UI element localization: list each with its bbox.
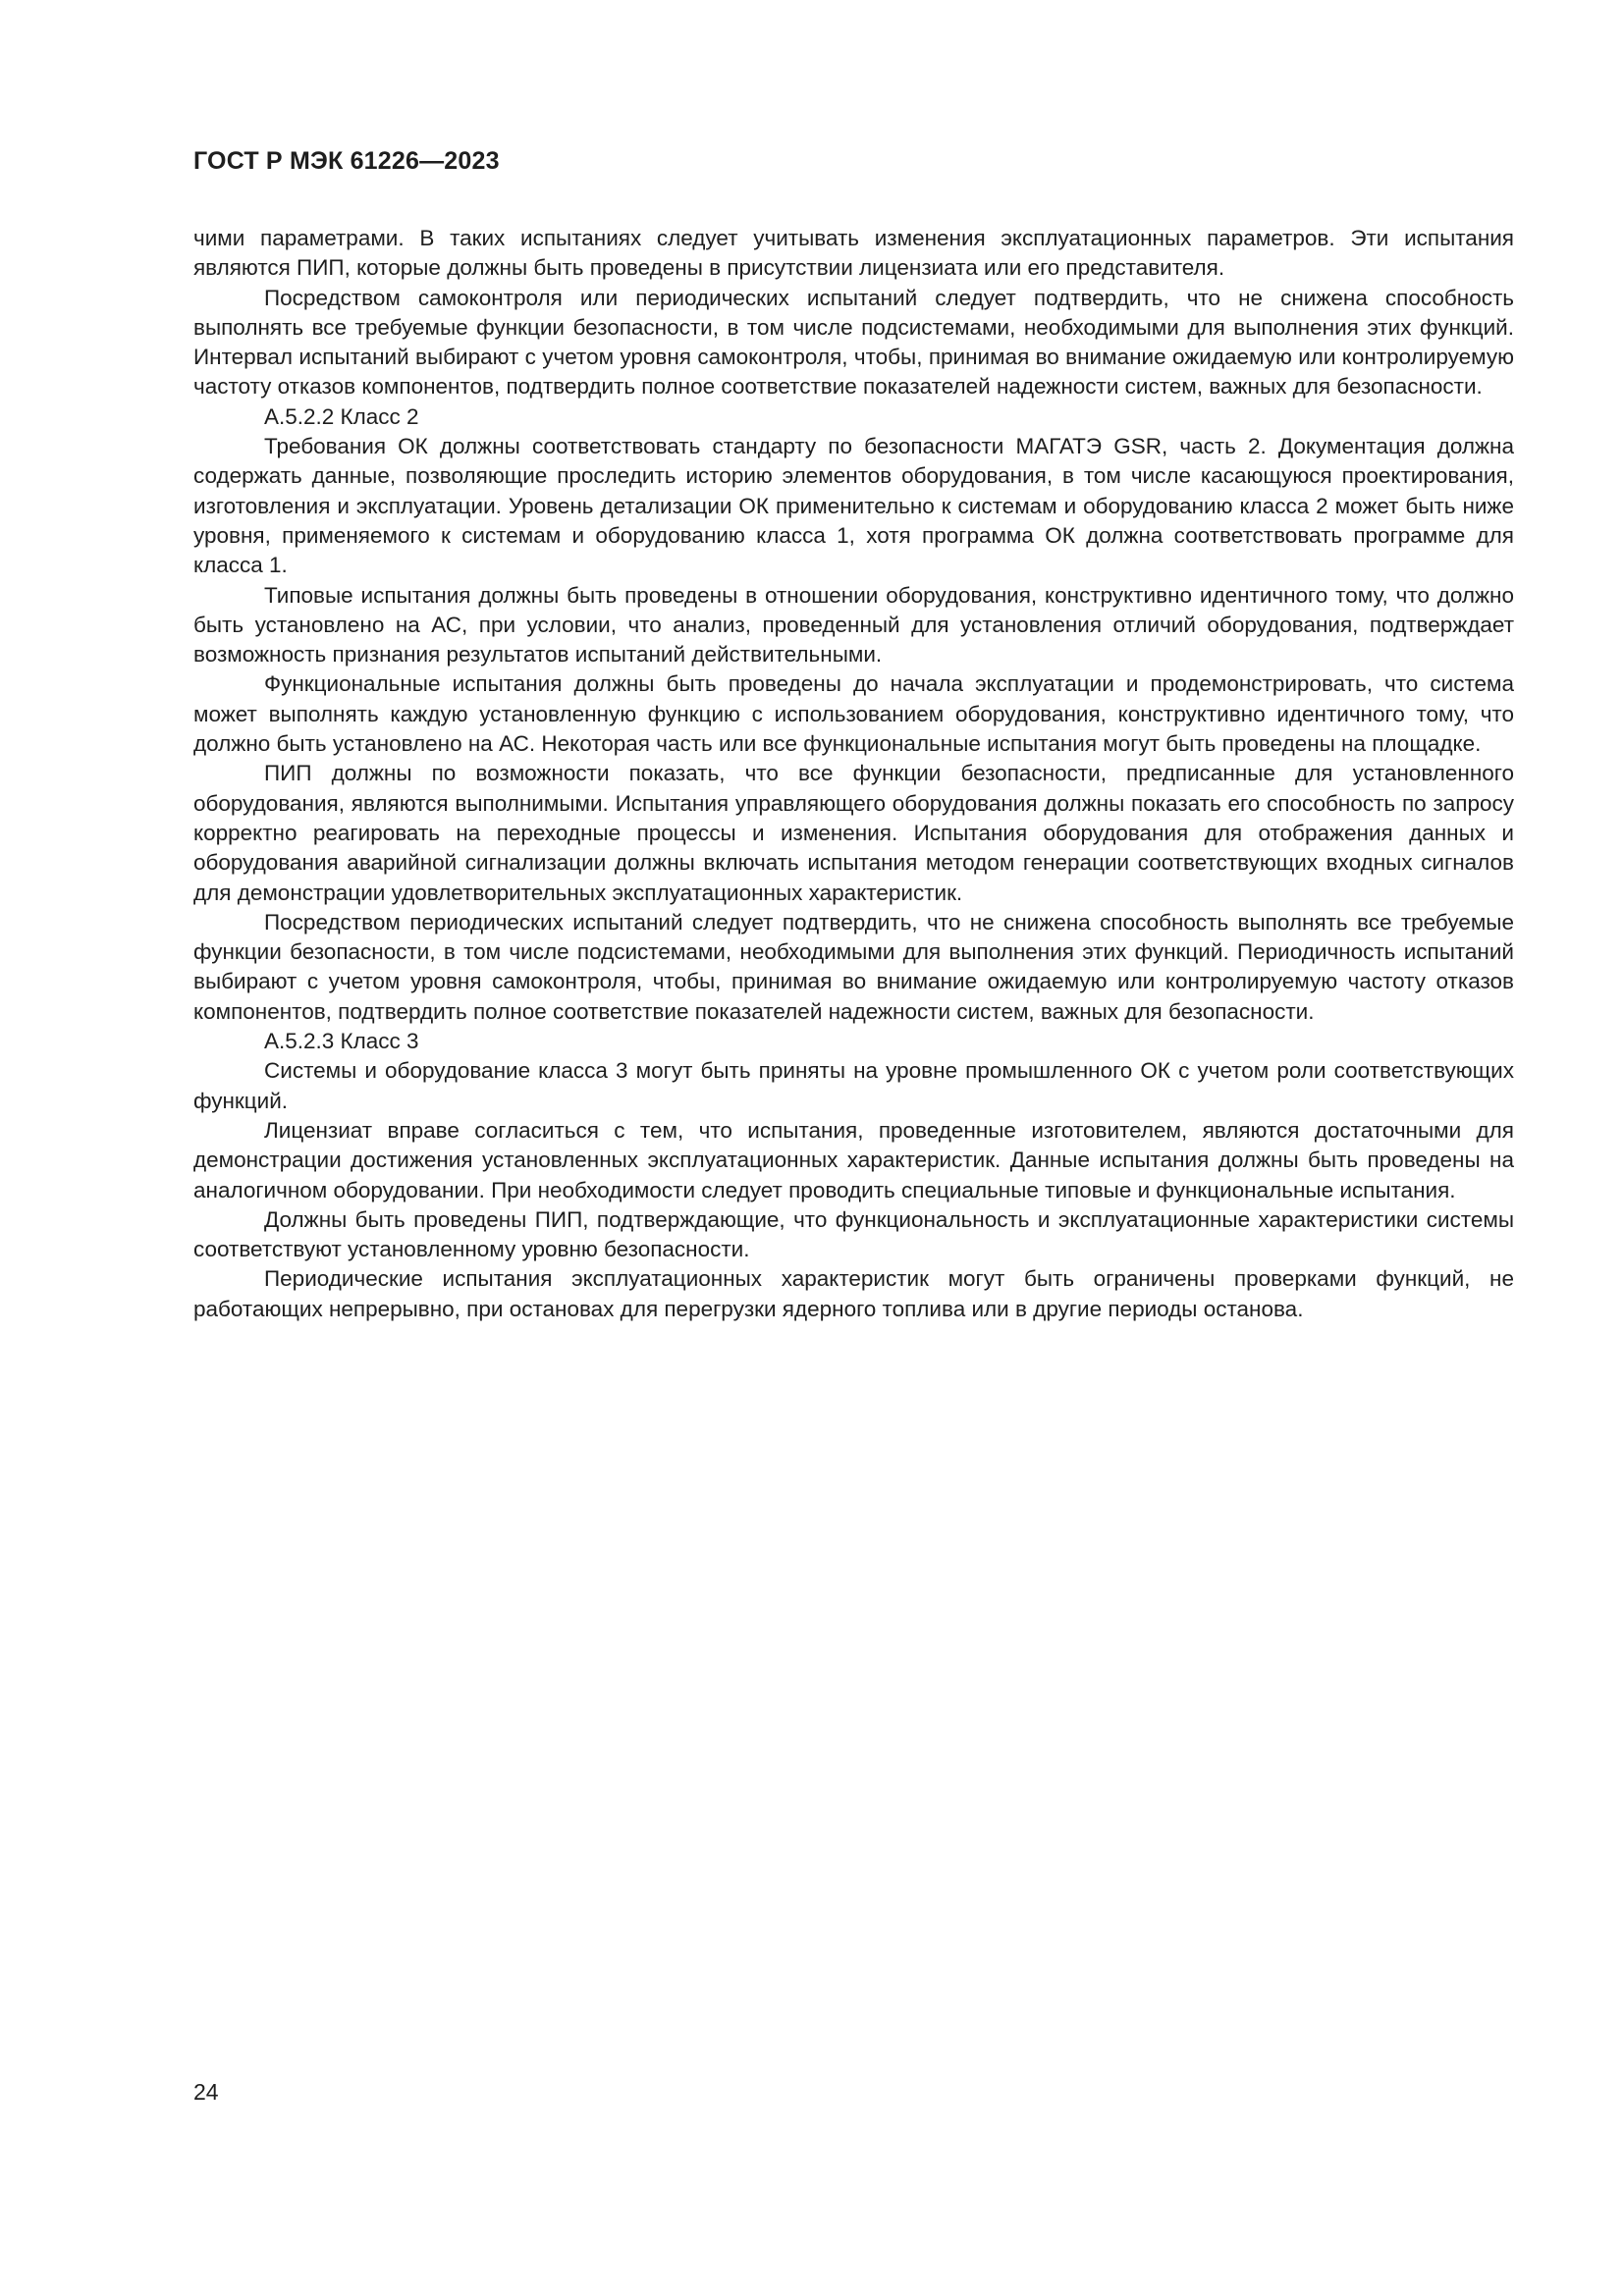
paragraph: Лицензиат вправе согласиться с тем, что испытания, проведенные изготовителем, являются достаточными для демонстрации достижения установленных эксплуатационных характеристик. Данные испытания должны быть проведены на аналогичном оборудовании. При необходимости следует проводить специальные типовые и функциональные испытания. [193, 1117, 1514, 1202]
document-header: ГОСТ Р МЭК 61226—2023 [193, 147, 500, 175]
paragraph: Типовые испытания должны быть проведены в отношении оборудования, конструктивно идентичного тому, что должно быть установлено на АС, при условии, что анализ, проведенный для установления отличий оборудования, подтверждает возможность признания результатов испытаний действительными. [193, 582, 1514, 667]
paragraph: ПИП должны по возможности показать, что все функции безопасности, предписанные для установленного оборудования, являются выполнимыми. Испытания управляющего оборудования должны показать его способность по запросу корректно реагировать на переходные процессы и изменения. Испытания оборудования для отображения данных и оборудования аварийной сигнализации должны включать испытания методом генерации соответствующих входных сигналов для демонстрации удовлетворительных эксплуатационных характеристик. [193, 761, 1514, 905]
paragraph: Требования ОК должны соответствовать стандарту по безопасности МАГАТЭ GSR, часть 2. Документация должна содержать данные, позволяющие проследить историю элементов оборудования, в том числе касающуюся проектирования, изготовления и эксплуатации. Уровень детализации ОК применительно к системам и оборудованию класса 2 может быть ниже уровня, применяемого к системам и оборудованию класса 1, хотя программа ОК должна соответствовать программе для класса 1. [193, 434, 1514, 578]
paragraph: Посредством периодических испытаний следует подтвердить, что не снижена способность выполнять все требуемые функции безопасности, в том числе подсистемами, необходимыми для выполнения этих функций. Периодичность испытаний выбирают с учетом уровня самоконтроля, чтобы, принимая во внимание ожидаемую или контролируемую частоту отказов компонентов, подтвердить полное соответствие показателей надежности систем, важных для безопасности. [193, 909, 1514, 1024]
paragraph-continuation: чими параметрами. В таких испытаниях следует учитывать изменения эксплуатационных параметров. Эти испытания являются ПИП, которые должны быть проведены в присутствии лицензиата или его представителя. [193, 226, 1514, 281]
paragraph: Периодические испытания эксплуатационных характеристик могут быть ограничены проверками функций, не работающих непрерывно, при остановах для перегрузки ядерного топлива или в другие периоды останова. [193, 1266, 1514, 1321]
paragraph: Функциональные испытания должны быть проведены до начала эксплуатации и продемонстрировать, что система может выполнять каждую установленную функцию с использованием оборудования, конструктивно идентичного тому, что должно быть установлено на АС. Некоторая часть или все функциональные испытания могут быть проведены на площадке. [193, 671, 1514, 757]
paragraph: Системы и оборудование класса 3 могут быть приняты на уровне промышленного ОК с учетом роли соответствующих функций. [193, 1058, 1514, 1113]
paragraph: Должны быть проведены ПИП, подтверждающие, что функциональность и эксплуатационные характеристики системы соответствуют установленному уровню безопасности. [193, 1206, 1514, 1262]
section-heading-a522: А.5.2.2 Класс 2 [264, 403, 419, 429]
section-heading-a523: А.5.2.3 Класс 3 [264, 1029, 419, 1054]
document-body [193, 224, 1514, 1324]
page-number: 24 [193, 2079, 219, 2105]
paragraph: Посредством самоконтроля или периодических испытаний следует подтвердить, что не снижена способность выполнять все требуемые функции безопасности, в том числе подсистемами, необходимыми для выполнения этих функций. Интервал испытаний выбирают с учетом уровня самоконтроля, чтобы, принимая во внимание ожидаемую или контролируемую частоту отказов компонентов, подтвердить полное соответствие показателей надежности систем, важных для безопасности. [193, 285, 1514, 400]
